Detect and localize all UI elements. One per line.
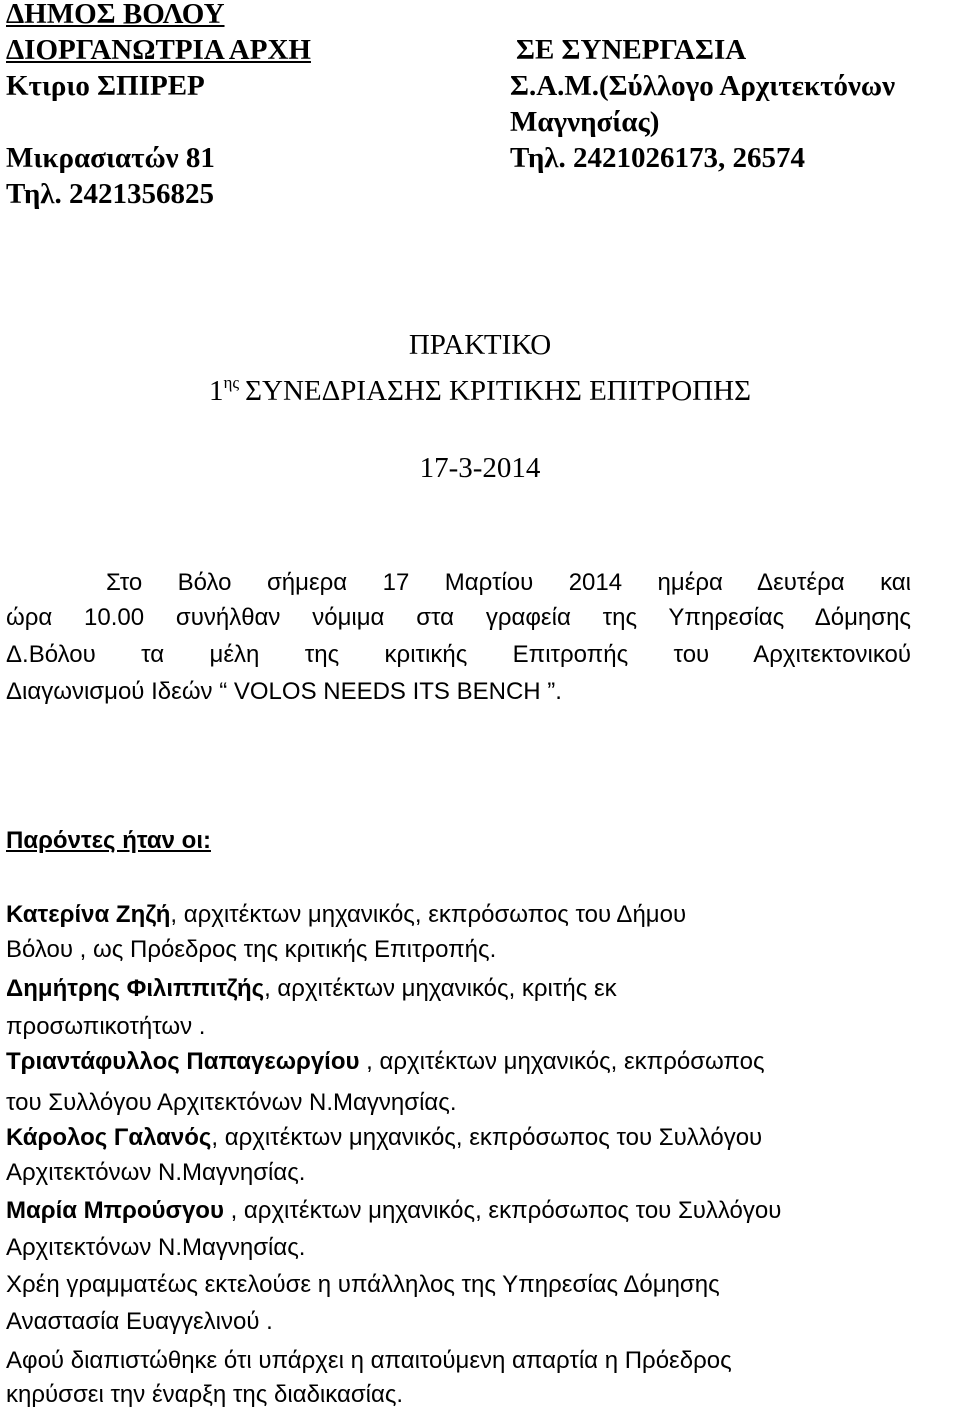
association-name: Σ.Α.Μ.(Σύλλογο Αρχιτεκτόνων	[510, 70, 896, 102]
member-1-role: , αρχιτέκτων μηχανικός, εκπρόσωπος του Δήμου	[170, 901, 687, 928]
closing-line-2: κηρύσσει την έναρξη της διαδικασίας.	[6, 1381, 404, 1408]
secretary-line-2: Αναστασία Ευαγγελινού .	[6, 1308, 273, 1335]
member-3-line-2: του Συλλόγου Αρχιτεκτόνων Ν.Μαγνησίας.	[6, 1089, 457, 1116]
member-4-line-1	[6, 1120, 762, 1155]
member-2-line-2: προσωπικοτήτων .	[6, 1013, 206, 1040]
member-1-line-2: Βόλου , ως Πρόεδρος της κριτικής Επιτροπής.	[6, 936, 497, 963]
member-3-name: Τριαντάφυλλος Παπαγεωργίου	[6, 1048, 360, 1075]
secretary-line-1: Χρέη γραμματέως εκτελούσε η υπάλληλος της Υπηρεσίας Δόμησης	[6, 1271, 720, 1298]
intro-line-1: Στο Βόλο σήμερα 17 Μαρτίου 2014 ημέρα Δευτέρα και	[106, 569, 911, 596]
member-4-line-2: Αρχιτεκτόνων Ν.Μαγνησίας.	[6, 1159, 306, 1186]
building-name: Κτιριο ΣΠΙΡΕΡ	[6, 70, 205, 102]
intro-line-3: Δ.Βόλου τα μέλη της κριτικής Επιτροπής του Αρχιτεκτονικού	[6, 641, 911, 668]
member-1-line-1	[6, 897, 686, 932]
address: Μικρασιατών 81	[6, 142, 215, 174]
document-subtitle	[0, 373, 960, 409]
member-2-line-1	[6, 971, 617, 1006]
phone-right: Τηλ. 2421026173, 26574	[510, 142, 806, 174]
session-number: 1	[209, 375, 224, 407]
member-5-line-2: Αρχιτεκτόνων Ν.Μαγνησίας.	[6, 1234, 306, 1261]
phone-left: Τηλ. 2421356825	[6, 178, 215, 210]
member-5-role: , αρχιτέκτων μηχανικός, εκπρόσωπος του Συλλόγου	[223, 1197, 782, 1224]
member-2-name: Δημήτρης Φιλιππιτζής	[6, 975, 265, 1002]
header-right	[510, 32, 895, 176]
session-title: ΣΥΝΕΔΡΙΑΣΗΣ ΚΡΙΤΙΚΗΣ ΕΠΙΤΡΟΠΗΣ	[245, 375, 751, 407]
document-title: ΠΡΑΚΤΙΚΟ	[408, 329, 552, 361]
member-1-name: Κατερίνα Ζηζή	[6, 901, 171, 928]
member-3-line-1	[6, 1044, 765, 1079]
present-heading: Παρόντες ήταν οι:	[6, 827, 211, 854]
association-region: Μαγνησίας)	[510, 106, 660, 138]
member-5-line-1	[6, 1193, 781, 1228]
header-left	[6, 0, 311, 212]
intro-line-2: ώρα 10.00 συνήλθαν νόμιμα στα γραφεία της Υπηρεσίας Δόμησης	[6, 604, 911, 631]
document-date: 17-3-2014	[419, 452, 541, 484]
municipality-name: ΔΗΜΟΣ ΒΟΛΟΥ	[6, 0, 225, 30]
member-4-role: , αρχιτέκτων μηχανικός, εκπρόσωπος του Συλλόγου	[211, 1124, 763, 1151]
closing-line-1: Αφού διαπιστώθηκε ότι υπάρχει η απαιτούμενη απαρτία η Πρόεδρος	[6, 1347, 732, 1374]
member-5-name: Μαρία Μπρούσγου	[6, 1197, 224, 1224]
member-2-role: , αρχιτέκτων μηχανικός, κριτής εκ	[264, 975, 617, 1002]
member-4-name: Κάρολος Γαλανός	[6, 1124, 212, 1151]
session-ordinal-suffix: ης	[223, 373, 240, 392]
cooperation-label: ΣΕ ΣΥΝΕΡΓΑΣΙΑ	[516, 34, 747, 66]
organizing-authority: ΔΙΟΡΓΑΝΩΤΡΙΑ ΑΡΧΗ	[6, 34, 311, 66]
intro-line-4: Διαγωνισμού Ιδεών “ VOLOS NEEDS ITS BENCH ”.	[6, 678, 562, 705]
member-3-role: , αρχιτέκτων μηχανικός, εκπρόσωπος	[359, 1048, 765, 1075]
